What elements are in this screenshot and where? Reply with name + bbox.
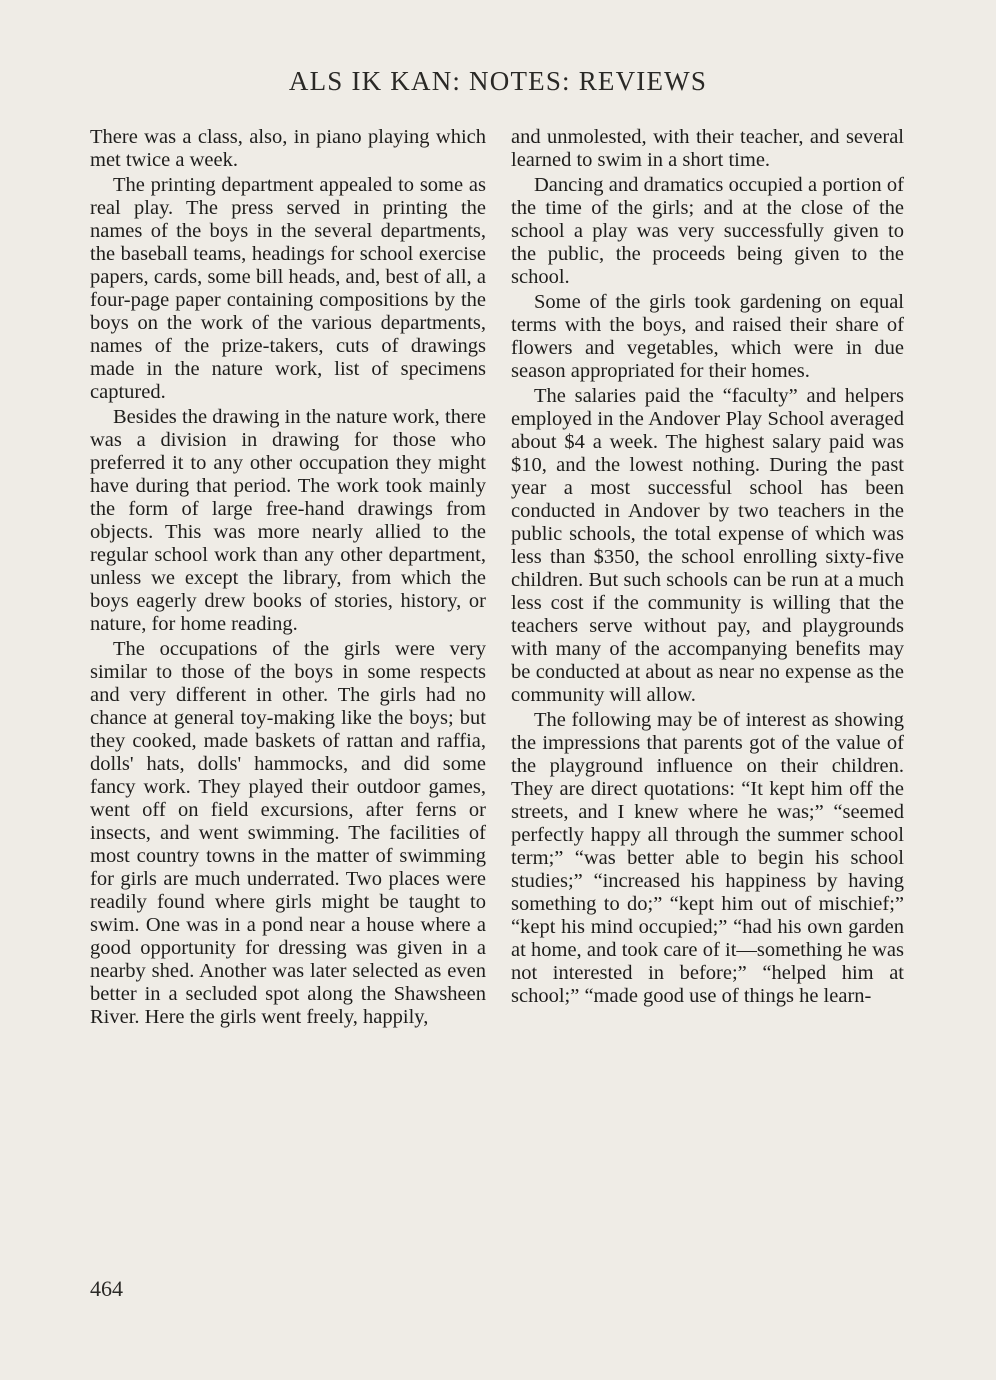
right-column [511,126,904,1010]
paragraph: The salaries paid the “faculty” and helpers employed in the Andover Play School averaged about $4 a week. The highest salary paid was $10, and the lowest nothing. During the past year a most successful school has been conducted in Andover by two teachers in the public schools, the total expense of which was less than $350, the school enrolling sixty-five children. But such schools can be run at a much less cost if the community is willing that the teachers serve without pay, and playgrounds with many of the accompanying benefits may be conducted at about as near no expense as the community will allow. [511,385,904,706]
left-column [90,126,486,1031]
paragraph: Some of the girls took gardening on equal terms with the boys, and raised their share of flowers and vegetables, which were in due season appropriated for their homes. [511,291,904,382]
paragraph: Dancing and dramatics occupied a portion of the time of the girls; and at the close of the school a play was very successfully given to the public, the proceeds being given to the school. [511,174,904,288]
paragraph: The occupations of the girls were very similar to those of the boys in some respects and very different in other. The girls had no chance at general toy-making like the boys; but they cooked, made baskets of rattan and raffia, dolls' hats, dolls' hammocks, and did some fancy work. They played their outdoor games, went off on field excursions, after ferns or insects, and went swimming. The facilities of most country towns in the matter of swimming for girls are much underrated. Two places were readily found where girls might be taught to swim. One was in a pond near a house where a good opportunity for dressing was given in a nearby shed. Another was later selected as even better in a secluded spot along the Shawsheen River. Here the girls went freely, happily, [90,638,486,1028]
page-number: 464 [90,1276,123,1301]
paragraph: Besides the drawing in the nature work, there was a division in drawing for those who preferred it to any other occupation they might have during that period. The work took mainly the form of large free-hand drawings from objects. This was more nearly allied to the regular school work than any other department, unless we except the library, from which the boys eagerly drew books of stories, history, or nature, for home reading. [90,406,486,635]
running-head-title: ALS IK KAN: NOTES: REVIEWS [288,66,708,96]
paragraph: and unmolested, with their teacher, and several learned to swim in a short time. [511,126,904,171]
paragraph: The following may be of interest as showing the impressions that parents got of the value of the playground influence on their children. They are direct quotations: “It kept him off the streets, and I knew where he was;” “seemed perfectly happy all through the summer school term;” “was better able to begin his school studies;” “increased his happiness by having something to do;” “kept him out of mischief;” “kept his mind occupied;” “had his own garden at home, and took care of it—something he was not interested in before;” “helped him at school;” “made good use of things he learn- [511,709,904,1007]
paragraph: The printing department appealed to some as real play. The press served in printing the names of the boys in the several departments, the baseball teams, headings for school exercise papers, cards, some bill heads, and, best of all, a four-page paper containing compositions by the boys on the work of the various departments, names of the prize-takers, cuts of drawings made in the nature work, list of specimens captured. [90,174,486,403]
paragraph: There was a class, also, in piano playing which met twice a week. [90,126,486,171]
